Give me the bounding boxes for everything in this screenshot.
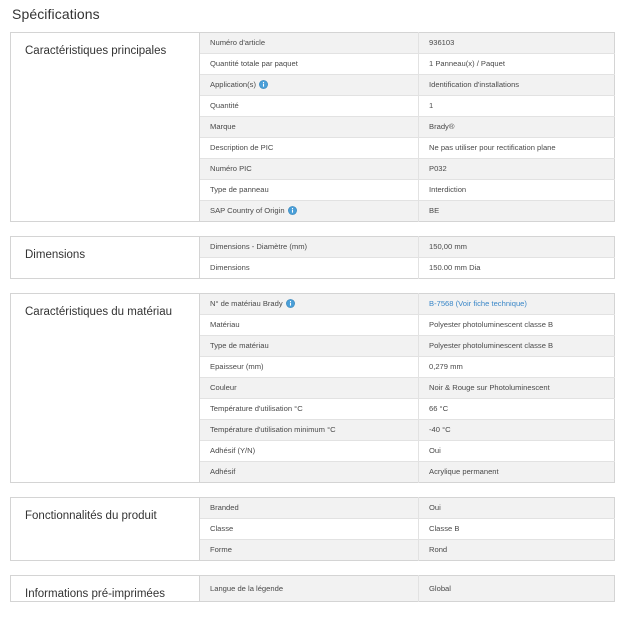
spec-label: Application(s) — [210, 80, 257, 89]
spec-label-cell — [200, 159, 419, 180]
spec-value-cell — [419, 54, 615, 75]
spec-label: Branded — [210, 503, 239, 512]
spec-value: Acrylique permanent — [429, 467, 499, 476]
spec-value-cell — [419, 75, 615, 96]
spec-value: Classe B — [429, 524, 460, 533]
spec-label: Numéro PIC — [210, 164, 252, 173]
spec-value: 1 Panneau(x) / Paquet — [429, 59, 505, 68]
spec-label-cell — [200, 75, 419, 96]
spec-value: Global — [429, 583, 451, 593]
spec-value-cell — [419, 378, 615, 399]
section-group-label: Caractéristiques du matériau — [25, 306, 173, 318]
spec-value: P032 — [429, 164, 447, 173]
spec-label: Adhésif (Y/N) — [210, 446, 256, 455]
spec-value: Polyester photoluminescent classe B — [429, 341, 554, 350]
spec-label: Dimensions - Diamètre (mm) — [210, 242, 308, 251]
spec-label: Matériau — [210, 320, 240, 329]
section-group-label: Fonctionnalités du produit — [25, 510, 157, 522]
spec-label-cell — [200, 294, 419, 315]
spec-label: Numéro d'article — [210, 38, 266, 47]
table-row — [11, 33, 615, 54]
spec-value-cell — [419, 138, 615, 159]
spec-label-cell — [200, 357, 419, 378]
spec-value: Interdiction — [429, 185, 467, 194]
info-circle-icon[interactable] — [259, 80, 268, 89]
spec-section — [10, 293, 615, 483]
spec-value: Noir & Rouge sur Photoluminescent — [429, 383, 550, 392]
spec-label: N° de matériau Brady — [210, 299, 283, 308]
spec-label-cell — [200, 237, 419, 258]
spec-value-cell — [419, 180, 615, 201]
spec-label-cell — [200, 462, 419, 483]
spec-label-cell — [200, 315, 419, 336]
spec-value-cell — [419, 159, 615, 180]
spec-value-cell — [419, 420, 615, 441]
info-circle-icon[interactable] — [286, 299, 295, 308]
table-row — [11, 294, 615, 315]
spec-value: 66 °C — [429, 404, 449, 413]
spec-label-cell — [200, 258, 419, 279]
section-group-title — [11, 294, 200, 483]
spec-label: Epaisseur (mm) — [210, 362, 264, 371]
spec-label: Température d'utilisation minimum °C — [210, 425, 336, 434]
spec-label: SAP Country of Origin — [210, 206, 285, 215]
specifications-sections — [10, 32, 615, 602]
spec-label-cell — [200, 180, 419, 201]
page-title: Spécifications — [12, 6, 100, 22]
spec-section — [10, 236, 615, 279]
spec-label: Type de matériau — [210, 341, 269, 350]
table-row — [11, 498, 615, 519]
section-group-title — [11, 498, 200, 561]
spec-label-cell — [200, 336, 419, 357]
spec-value: 936103 — [429, 38, 455, 47]
spec-value: Oui — [429, 446, 441, 455]
spec-label: Classe — [210, 524, 234, 533]
spec-label-cell — [200, 441, 419, 462]
spec-value: Rond — [429, 545, 448, 554]
spec-label: Quantité — [210, 101, 239, 110]
spec-value: 150.00 mm Dia — [429, 263, 481, 272]
spec-value: Ne pas utiliser pour rectification plane — [429, 143, 556, 152]
spec-label-cell — [200, 420, 419, 441]
spec-label-cell — [200, 498, 419, 519]
spec-label: Dimensions — [210, 263, 250, 272]
spec-value-cell — [419, 462, 615, 483]
spec-label-cell — [200, 576, 419, 602]
spec-value: 0,279 mm — [429, 362, 463, 371]
spec-value-cell — [419, 399, 615, 420]
spec-value-cell — [419, 441, 615, 462]
table-row — [11, 237, 615, 258]
table-row — [11, 576, 615, 602]
spec-value-cell — [419, 294, 615, 315]
spec-label-cell — [200, 540, 419, 561]
spec-value-cell — [419, 540, 615, 561]
info-circle-icon[interactable] — [288, 206, 297, 215]
spec-value: 1 — [429, 101, 434, 110]
spec-section — [10, 497, 615, 561]
spec-label: Langue de la légende — [210, 583, 284, 593]
spec-label-cell — [200, 201, 419, 222]
spec-value-cell — [419, 576, 615, 602]
spec-value: Brady® — [429, 122, 455, 131]
spec-value-cell — [419, 336, 615, 357]
spec-value-cell — [419, 498, 615, 519]
spec-value-cell — [419, 237, 615, 258]
spec-label-cell — [200, 138, 419, 159]
spec-value-cell — [419, 33, 615, 54]
section-group-title — [11, 576, 200, 602]
spec-label-cell — [200, 399, 419, 420]
spec-section — [10, 32, 615, 222]
section-group-label: Caractéristiques principales — [25, 45, 167, 57]
spec-value-cell — [419, 201, 615, 222]
section-group-label: Informations pré-imprimées — [25, 588, 165, 600]
spec-value-link[interactable]: B-7568 (Voir fiche technique) — [429, 299, 527, 308]
spec-label: Couleur — [210, 383, 237, 392]
spec-value: 150,00 mm — [429, 242, 467, 251]
spec-label: Température d'utilisation °C — [210, 404, 303, 413]
spec-label-cell — [200, 33, 419, 54]
spec-label: Forme — [210, 545, 232, 554]
spec-value-cell — [419, 96, 615, 117]
spec-value: Identification d'installations — [429, 80, 520, 89]
spec-value-cell — [419, 519, 615, 540]
spec-label: Type de panneau — [210, 185, 269, 194]
spec-value-cell — [419, 117, 615, 138]
spec-value: Polyester photoluminescent classe B — [429, 320, 554, 329]
spec-section — [10, 575, 615, 602]
spec-value: -40 °C — [429, 425, 451, 434]
spec-value: BE — [429, 206, 440, 215]
section-group-title — [11, 237, 200, 279]
section-group-label: Dimensions — [25, 249, 86, 261]
spec-label-cell — [200, 96, 419, 117]
spec-value-cell — [419, 258, 615, 279]
spec-label: Adhésif — [210, 467, 236, 476]
spec-label-cell — [200, 54, 419, 75]
spec-label-cell — [200, 519, 419, 540]
spec-label-cell — [200, 378, 419, 399]
spec-label-cell — [200, 117, 419, 138]
spec-label: Description de PIC — [210, 143, 274, 152]
spec-label: Marque — [210, 122, 236, 131]
spec-value-cell — [419, 357, 615, 378]
spec-label: Quantité totale par paquet — [210, 59, 298, 68]
spec-value-cell — [419, 315, 615, 336]
section-group-title — [11, 33, 200, 222]
spec-value: Oui — [429, 503, 441, 512]
